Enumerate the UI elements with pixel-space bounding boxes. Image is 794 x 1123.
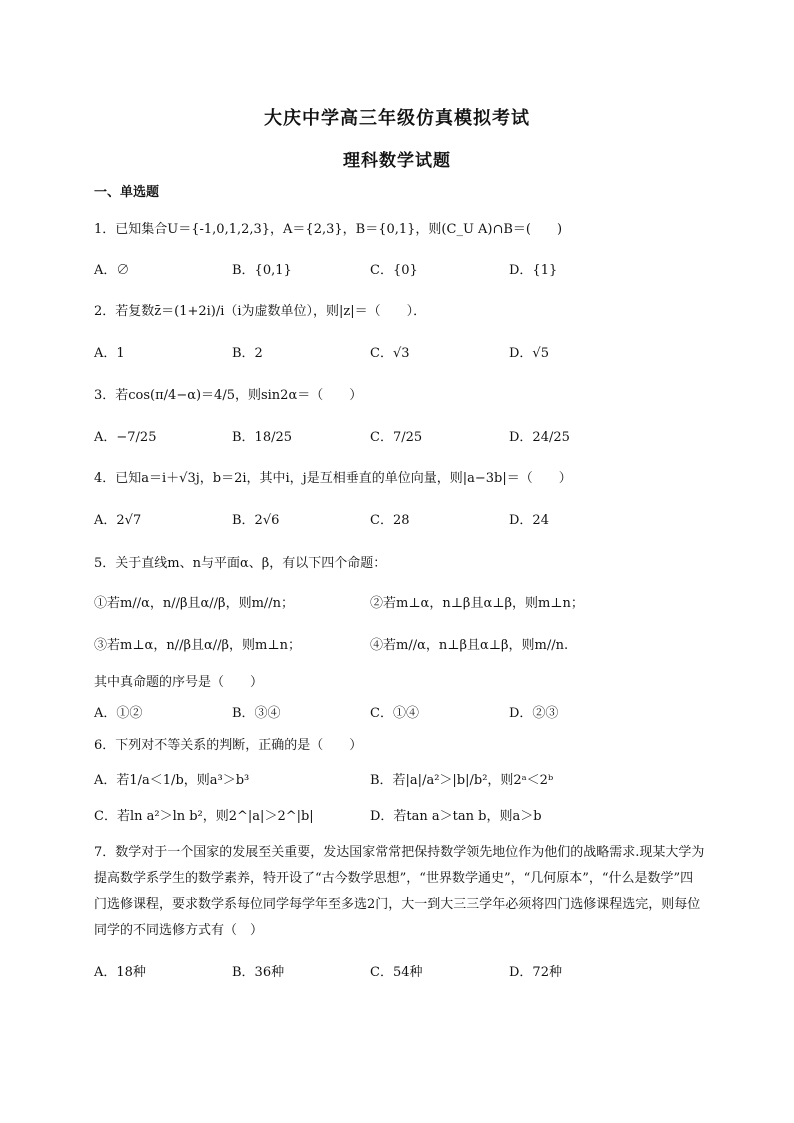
q4-option-a: A．2√7 [94,513,142,528]
q2-option-c: C．√3 [370,346,410,361]
q5-proposition-4: ④若m//α，n⊥β且α⊥β，则m//n. [370,638,569,653]
q7-option-d: D．72种 [509,965,562,980]
q4-option-d: D．24 [509,513,549,528]
q4-option-c: C．28 [370,513,410,528]
q1-option-a: A．∅ [94,263,130,278]
q3-option-c: C．7/25 [370,430,423,445]
q3-option-d: D．24/25 [509,430,570,445]
q2-stem: 2．若复数z̄＝(1+2i)/i（i为虚数单位），则|z|＝（ ）． [94,304,427,319]
q4-stem: 4．已知a＝i＋√3j，b＝2i，其中i，j是互相垂直的单位向量，则|a−3b|＝（ ） [94,471,572,486]
q5-ask: 其中真命题的序号是（ ） [94,675,264,690]
exam-subtitle: 理科数学试题 [343,151,451,171]
q5-option-a: A．①② [94,706,143,721]
exam-title: 大庆中学高三年级仿真模拟考试 [264,108,530,129]
q5-proposition-2: ②若m⊥α，n⊥β且α⊥β，则m⊥n； [370,596,584,611]
q5-option-c: C．①④ [370,706,419,721]
q2-option-a: A．1 [94,346,125,361]
q3-option-b: B．18/25 [232,430,293,445]
section-heading: 一、单选题 [94,185,160,200]
q6-option-c: C．若ln a²＞ln b²，则2^|a|＞2^|b| [94,809,314,824]
q5-stem: 5．关于直线m、n与平面α、β，有以下四个命题： [94,556,387,571]
q2-option-d: D．√5 [509,346,549,361]
q7-option-a: A．18种 [94,965,146,980]
q7-option-b: B．36种 [232,965,285,980]
q6-stem: 6．下列对不等关系的判断，正确的是（ ） [94,738,363,753]
q5-option-b: B．③④ [232,706,281,721]
q1-option-c: C．{0} [370,263,418,278]
q6-option-d: D．若tan a＞tan b，则a＞b [370,809,542,824]
q5-option-d: D．②③ [509,706,559,721]
q1-option-b: B．{0,1} [232,263,292,278]
q2-option-b: B．2 [232,346,263,361]
q4-option-b: B．2√6 [232,513,280,528]
q6-option-a: A．若1/a＜1/b，则a³＞b³ [94,773,250,788]
q5-proposition-3: ③若m⊥α，n//β且α//β，则m⊥n； [94,638,301,653]
q1-option-d: D．{1} [509,263,558,278]
q1-stem: 1．已知集合U＝{-1,0,1,2,3}，A＝{2,3}，B＝{0,1}，则(C_U A)∩B＝( ) [94,222,563,237]
q7-option-c: C．54种 [370,965,423,980]
q3-option-a: A．−7/25 [94,430,157,445]
q6-option-b: B．若|a|/a²＞|b|/b²，则2ᵃ＜2ᵇ [370,773,554,788]
q3-stem: 3．若cos(π/4−α)＝4/5，则sin2α＝（ ） [94,388,363,403]
q5-proposition-1: ①若m//α，n//β且α//β，则m//n； [94,596,295,611]
q7-stem: 7．数学对于一个国家的发展至关重要，发达国家常常把保持数学领先地位作为他们的战略需求.现某大学为提高数学系学生的数学素养，特开设了“古今数学思想”，“世界数学通史”，“几何原本”，“什么是数学”四门选修课程，要求数学系每位同学每学年至多选2门，大一到大三三学年必须将四门选修课程选完，则每位同学的不同选修方式有（ ） [94,845,705,938]
